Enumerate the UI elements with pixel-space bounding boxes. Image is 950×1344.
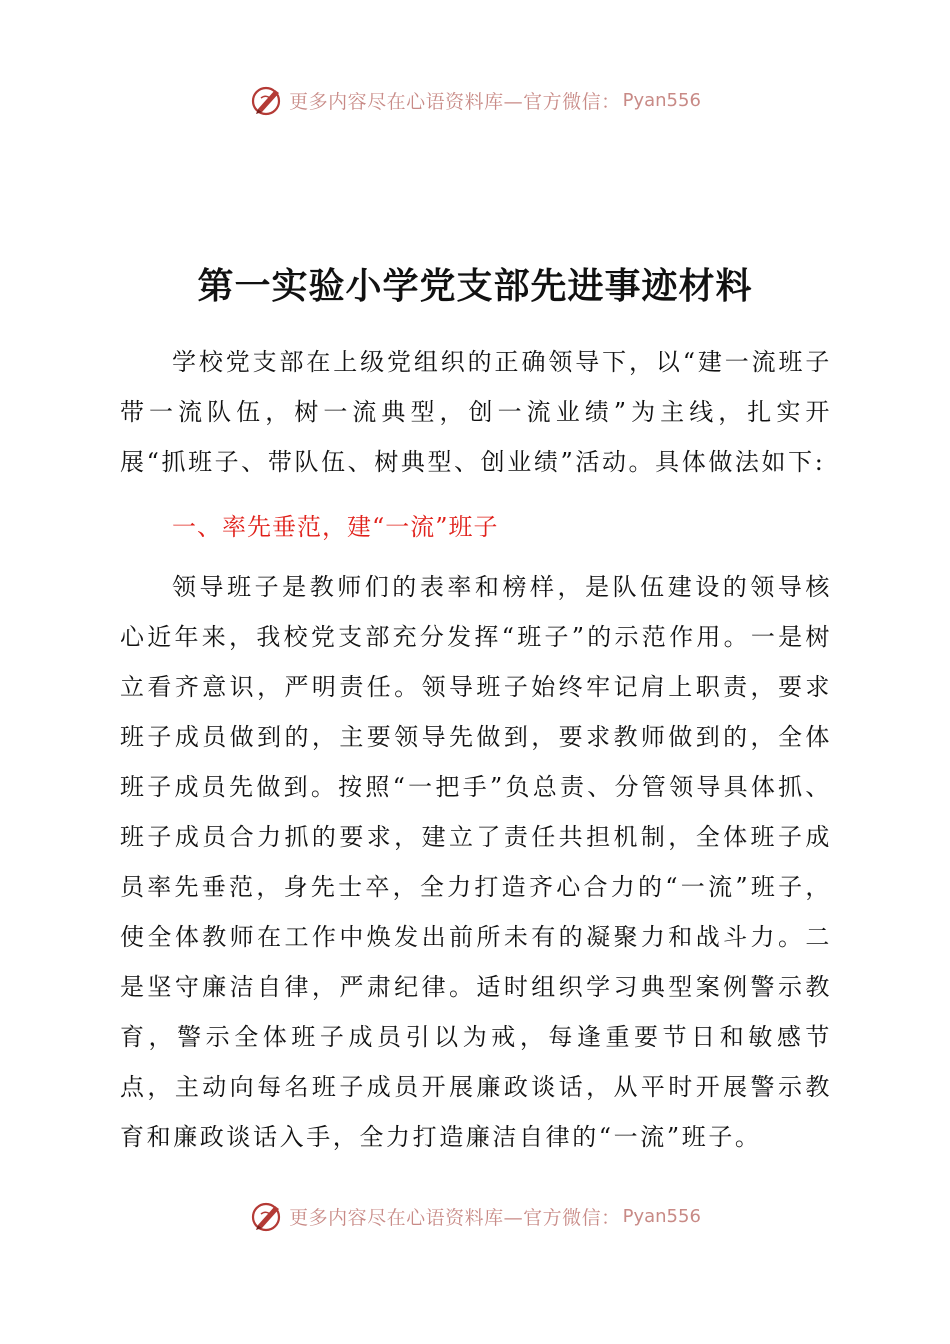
watermark-wechat-id: Pyan556 [622,89,701,111]
watermark-header [0,80,950,120]
watermark-text: 更多内容尽在心语资料库—官方微信： [289,90,621,113]
watermark-text: 更多内容尽在心语资料库—官方微信： [289,1206,621,1229]
document-title: 第一实验小学党支部先进事迹材料 [197,265,753,307]
intro-paragraph: 学校党支部在上级党组织的正确领导下，以“建一流班子带一流队伍，树一流典型，创一流业绩”为主线，扎实开展“抓班子、带队伍、树典型、创业绩”活动。具体做法如下: [120,348,832,476]
watermark-wechat-id: Pyan556 [622,1205,701,1227]
section-heading: 一、率先垂范，建“一流”班子 [172,513,499,541]
watermark-footer [0,1196,950,1236]
section-body-paragraph: 领导班子是教师们的表率和榜样，是队伍建设的领导核心近年来，我校党支部充分发挥“班子”的示范作用。一是树立看齐意识，严明责任。领导班子始终牢记肩上职责，要求班子成员做到的，主要领导先做到，要求教师做到的，全体班子成员先做到。按照“一把手”负总责、分管领导具体抓、班子成员合力抓的要求，建立了责任共担机制，全体班子成员率先垂范，身先士卒，全力打造齐心合力的“一流”班子，使全体教师在工作中焕发出前所未有的凝聚力和战斗力。二是坚守廉洁自律，严肃纪律。适时组织学习典型案例警示教育，警示全体班子成员引以为戒，每逢重要节日和敏感节点，主动向每名班子成员开展廉政谈话，从平时开展警示教育和廉政谈话入手，全力打造廉洁自律的“一流”班子。 [120,573,832,1151]
pen-logo-icon [249,82,285,118]
pen-logo-icon [249,1198,285,1234]
